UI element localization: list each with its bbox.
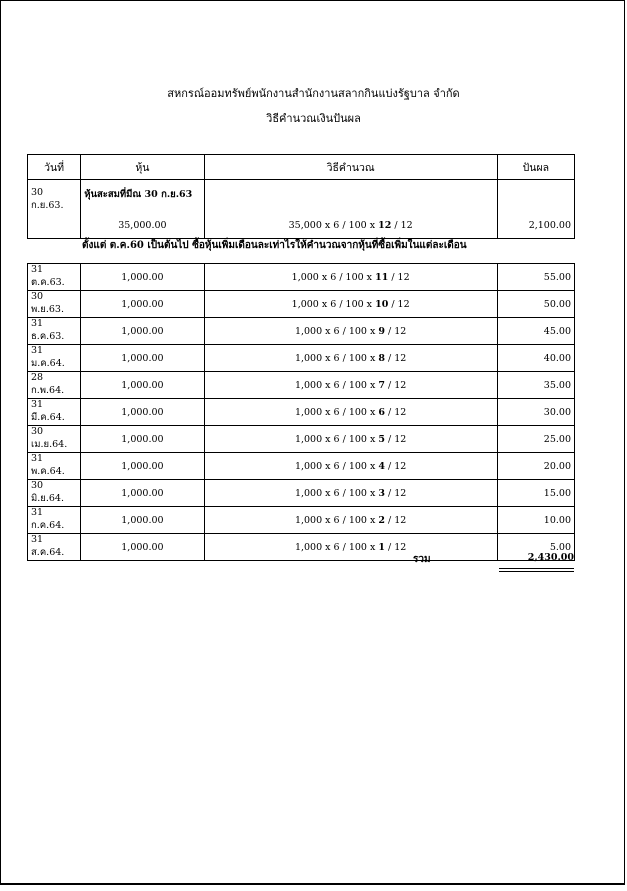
opening-dividend: 2,100.00 bbox=[497, 213, 574, 239]
total-label: รวม bbox=[413, 554, 431, 565]
row-method: 1,000 x 6 / 100 x 7 / 12 bbox=[204, 372, 497, 399]
row-date: 31 ก.ค.64. bbox=[28, 507, 81, 534]
table-header-row bbox=[28, 155, 575, 180]
dividend-table bbox=[27, 154, 575, 561]
row-method: 1,000 x 6 / 100 x 4 / 12 bbox=[204, 453, 497, 480]
row-shares: 1,000.00 bbox=[81, 291, 204, 318]
opening-row-values bbox=[28, 213, 575, 239]
row-date: 31 มี.ค.64. bbox=[28, 399, 81, 426]
row-dividend: 55.00 bbox=[497, 264, 574, 291]
total-underline-1 bbox=[499, 568, 574, 569]
col-header-shares: หุ้น bbox=[81, 155, 204, 180]
table-row bbox=[28, 453, 575, 480]
opening-dividend-empty bbox=[497, 180, 574, 214]
row-method: 1,000 x 6 / 100 x 3 / 12 bbox=[204, 480, 497, 507]
table-row bbox=[28, 426, 575, 453]
table-row bbox=[28, 345, 575, 372]
row-date: 31 ธ.ค.63. bbox=[28, 318, 81, 345]
row-shares: 1,000.00 bbox=[81, 372, 204, 399]
row-shares: 1,000.00 bbox=[81, 534, 204, 561]
row-dividend: 20.00 bbox=[497, 453, 574, 480]
opening-method-empty bbox=[204, 180, 497, 214]
row-method: 1,000 x 6 / 100 x 5 / 12 bbox=[204, 426, 497, 453]
org-title: สหกรณ์ออมทรัพย์พนักงานสำนักงานสลากกินแบ่งรัฐบาล จำกัด bbox=[167, 87, 460, 100]
col-header-dividend: ปันผล bbox=[497, 155, 574, 180]
row-shares: 1,000.00 bbox=[81, 507, 204, 534]
table-row bbox=[28, 318, 575, 345]
row-date: 31 ส.ค.64. bbox=[28, 534, 81, 561]
row-date: 28 ก.พ.64. bbox=[28, 372, 81, 399]
opening-label: หุ้นสะสมที่มีณ 30 ก.ย.63 bbox=[81, 180, 204, 214]
row-shares: 1,000.00 bbox=[81, 399, 204, 426]
row-date: 31 ต.ค.63. bbox=[28, 264, 81, 291]
opening-shares: 35,000.00 bbox=[81, 213, 204, 239]
row-dividend: 40.00 bbox=[497, 345, 574, 372]
row-date: 30 มิ.ย.64. bbox=[28, 480, 81, 507]
opening-row-label bbox=[28, 180, 575, 214]
row-dividend: 30.00 bbox=[497, 399, 574, 426]
row-shares: 1,000.00 bbox=[81, 345, 204, 372]
opening-date: 30 ก.ย.63. bbox=[28, 180, 81, 214]
row-method: 1,000 x 6 / 100 x 10 / 12 bbox=[204, 291, 497, 318]
row-method: 1,000 x 6 / 100 x 1 / 12 bbox=[204, 534, 497, 561]
table-row bbox=[28, 507, 575, 534]
row-shares: 1,000.00 bbox=[81, 426, 204, 453]
total-underline-2 bbox=[499, 571, 574, 572]
row-date: 31 พ.ค.64. bbox=[28, 453, 81, 480]
row-method: 1,000 x 6 / 100 x 6 / 12 bbox=[204, 399, 497, 426]
table-row bbox=[28, 372, 575, 399]
row-dividend: 5.00 bbox=[497, 534, 574, 561]
row-shares: 1,000.00 bbox=[81, 453, 204, 480]
row-dividend: 45.00 bbox=[497, 318, 574, 345]
total-value: 2,430.00 bbox=[527, 552, 574, 563]
table-row bbox=[28, 480, 575, 507]
opening-date-empty bbox=[28, 213, 81, 239]
page-subtitle: วิธีคำนวณเงินปันผล bbox=[266, 112, 361, 125]
row-method: 1,000 x 6 / 100 x 9 / 12 bbox=[204, 318, 497, 345]
row-dividend: 15.00 bbox=[497, 480, 574, 507]
row-dividend: 10.00 bbox=[497, 507, 574, 534]
row-method: 1,000 x 6 / 100 x 2 / 12 bbox=[204, 507, 497, 534]
row-shares: 1,000.00 bbox=[81, 480, 204, 507]
row-shares: 1,000.00 bbox=[81, 318, 204, 345]
col-header-method: วิธีคำนวณ bbox=[204, 155, 497, 180]
row-shares: 1,000.00 bbox=[81, 264, 204, 291]
calculation-note: ตั้งแต่ ต.ค.60 เป็นต้นไป ซื้อหุ้นเพิ่มเดือนละเท่าไรให้คำนวณจากหุ้นที่ซื้อเพิ่มในแต่ละเดือน bbox=[82, 240, 467, 251]
row-dividend: 50.00 bbox=[497, 291, 574, 318]
row-date: 30 พ.ย.63. bbox=[28, 291, 81, 318]
row-date: 30 เม.ย.64. bbox=[28, 426, 81, 453]
table-row bbox=[28, 264, 575, 291]
table-row bbox=[28, 534, 575, 561]
row-date: 31 ม.ค.64. bbox=[28, 345, 81, 372]
col-header-date: วันที่ bbox=[28, 155, 81, 180]
row-method: 1,000 x 6 / 100 x 11 / 12 bbox=[204, 264, 497, 291]
opening-method: 35,000 x 6 / 100 x 12 / 12 bbox=[204, 213, 497, 239]
row-dividend: 25.00 bbox=[497, 426, 574, 453]
row-method: 1,000 x 6 / 100 x 8 / 12 bbox=[204, 345, 497, 372]
table-row bbox=[28, 399, 575, 426]
row-dividend: 35.00 bbox=[497, 372, 574, 399]
monthly-rows bbox=[28, 264, 575, 561]
table-row bbox=[28, 291, 575, 318]
